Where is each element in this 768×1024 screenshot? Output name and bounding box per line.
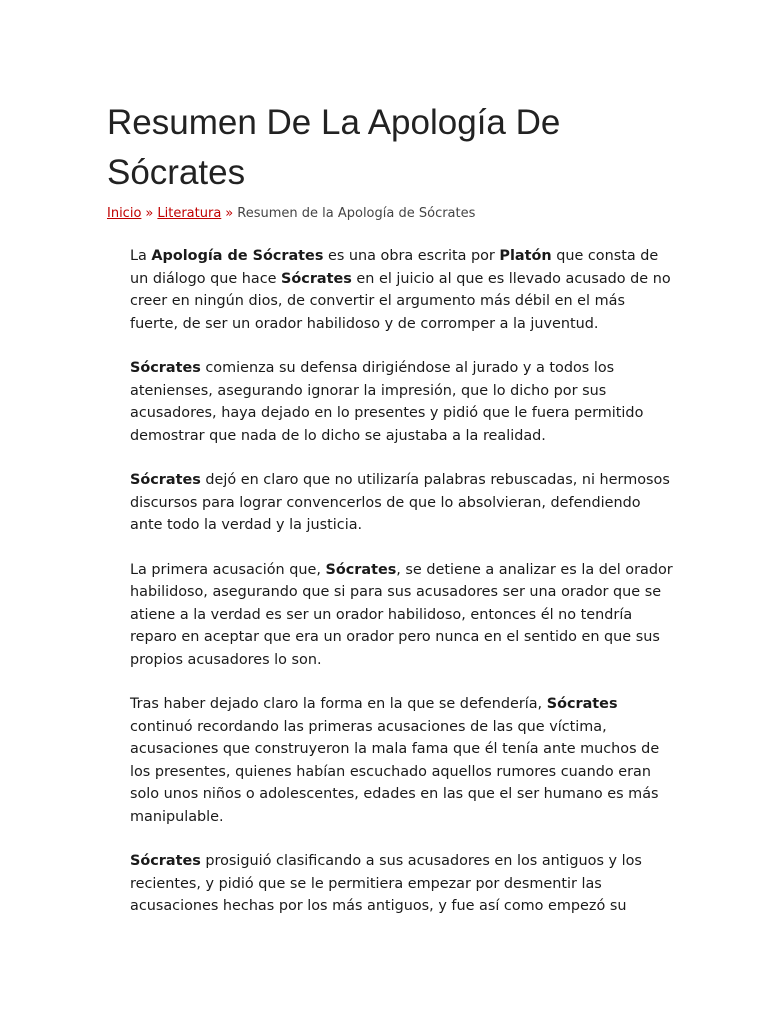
paragraph-text: , se detiene a analizar es la del orador habilidoso, asegurando que si para sus acusadores ser una orador que se atiene a la verdad es ser un orador habilidoso, entonces él no tendría reparo en aceptar que era un orador pero nunca en el sentido en que sus propios acusadores lo son.	[130, 561, 673, 668]
paragraph-text: La	[130, 248, 152, 264]
article-body	[130, 245, 675, 940]
paragraph-text: Tras haber dejado claro la forma en la que se defendería,	[130, 696, 547, 712]
paragraph-text: es una obra escrita por	[323, 248, 500, 264]
paragraph-text: comienza su defensa dirigiéndose al jurado y a todos los atenienses, asegurando ignorar la impresión, que lo dicho por sus acusadores, haya dejado en lo presentes y pidió que le fuera permitido demostrar que nada de lo dicho se ajustaba a la realidad.	[130, 360, 644, 444]
breadcrumb-current: Resumen de la Apología de Sócrates	[237, 206, 476, 221]
bold-text: Sócrates	[130, 472, 201, 488]
paragraph-text: La primera acusación que,	[130, 561, 326, 578]
bold-text: Sócrates	[325, 561, 397, 578]
paragraph-text: dejó en claro que no utilizaría palabras rebuscadas, ni hermosos discursos para lograr convencerlos de que lo absolvieran, defendiendo ante todo la verdad y la justicia.	[130, 472, 670, 533]
page-title: Resumen De La Apología De Sócrates	[107, 103, 561, 192]
article-paragraph	[130, 559, 675, 672]
paragraph-text: que consta de un diálogo que hace	[130, 248, 659, 287]
breadcrumb-separator: »	[145, 206, 154, 221]
breadcrumb-home-link[interactable]: Inicio	[107, 206, 142, 221]
breadcrumb-separator: »	[225, 206, 234, 221]
article-paragraph	[130, 693, 675, 828]
breadcrumb-category-link[interactable]: Literatura	[157, 206, 222, 221]
bold-text: Sócrates	[130, 360, 201, 376]
article-paragraph	[130, 357, 675, 447]
paragraph-text: en el juicio al que es llevado acusado de no creer en ningún dios, de convertir el argumento más débil en el más fuerte, de ser un orador habilidoso y de corromper a la juventud.	[130, 270, 671, 332]
article-paragraph	[130, 245, 675, 335]
paragraph-text: prosiguió clasificando a sus acusadores en los antiguos y los recientes, y pidió que se le permitiera empezar por desmentir las acusaciones hechas por los más antiguos, y fue así como empezó su	[130, 853, 642, 914]
article-paragraph	[130, 469, 675, 537]
bold-text: Sócrates	[130, 853, 201, 869]
paragraph-text: continuó recordando las primeras acusaciones de las que víctima, acusaciones que construyeron la mala fama que él tenía ante muchos de los presentes, quienes habían escuchado aquellos rumores cuando eran solo unos niños o adolescentes, edades en las que el ser humano es más manipulable.	[130, 718, 660, 825]
breadcrumb	[107, 205, 475, 223]
bold-text: Sócrates	[281, 270, 352, 287]
article-paragraph	[130, 850, 675, 918]
bold-text: Apología de Sócrates	[151, 248, 324, 264]
bold-text: Platón	[499, 248, 552, 264]
bold-text: Sócrates	[546, 696, 618, 712]
